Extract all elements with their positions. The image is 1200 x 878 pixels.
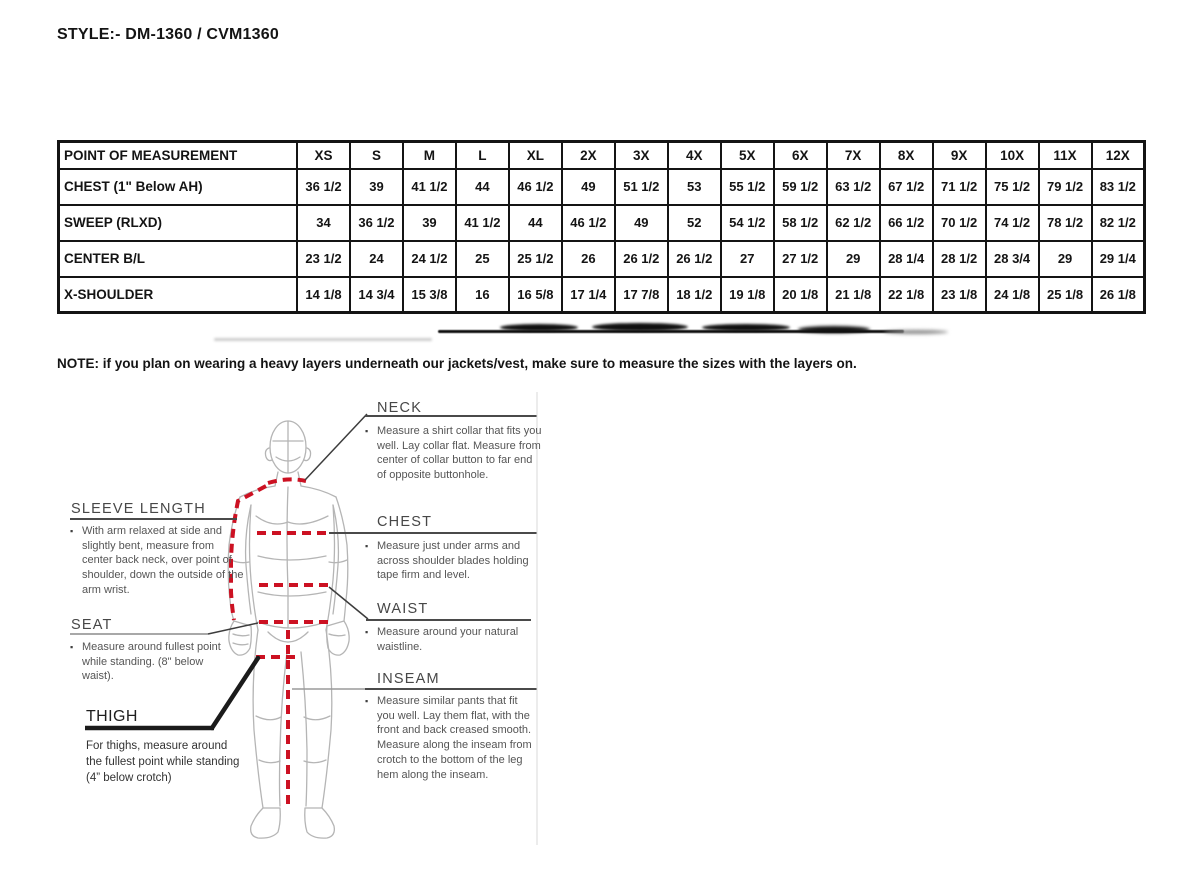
- size-value-cell: 54 1/2: [721, 205, 774, 241]
- size-value-cell: 19 1/8: [721, 277, 774, 313]
- sleeve-length-description: [69, 524, 245, 598]
- size-value-cell: 22 1/8: [880, 277, 933, 313]
- size-value-cell: 26 1/8: [1092, 277, 1145, 313]
- inseam-description: [364, 694, 537, 782]
- column-header: 7X: [827, 142, 880, 169]
- waist-heading: WAIST: [377, 601, 429, 617]
- neck-heading: NECK: [377, 400, 423, 416]
- column-header: 12X: [1092, 142, 1145, 169]
- size-value-cell: 34: [297, 205, 350, 241]
- column-header: 3X: [615, 142, 668, 169]
- size-value-cell: 24 1/2: [403, 241, 456, 277]
- column-header: XS: [297, 142, 350, 169]
- size-value-cell: 23 1/2: [297, 241, 350, 277]
- thigh-description: [86, 738, 244, 786]
- column-header: 10X: [986, 142, 1039, 169]
- thigh-heading: THIGH: [86, 708, 138, 725]
- column-header-point-of-measurement: POINT OF MEASUREMENT: [59, 142, 298, 169]
- size-value-cell: 44: [456, 169, 509, 205]
- column-header: 4X: [668, 142, 721, 169]
- seat-description-text: Measure around fullest point while standing. (8" below waist).: [82, 641, 221, 683]
- size-value-cell: 15 3/8: [403, 277, 456, 313]
- inseam-heading: INSEAM: [377, 671, 440, 687]
- size-value-cell: 26: [562, 241, 615, 277]
- size-value-cell: 71 1/2: [933, 169, 986, 205]
- table-row: [59, 205, 1145, 241]
- size-value-cell: 79 1/2: [1039, 169, 1092, 205]
- size-value-cell: 21 1/8: [827, 277, 880, 313]
- style-title: STYLE:- DM-1360 / CVM1360: [57, 26, 279, 43]
- size-table-head: [59, 142, 1145, 169]
- scan-artifact-smudge: [214, 338, 432, 341]
- size-value-cell: 27 1/2: [774, 241, 827, 277]
- size-value-cell: 24 1/8: [986, 277, 1039, 313]
- size-value-cell: 20 1/8: [774, 277, 827, 313]
- column-header: S: [350, 142, 403, 169]
- row-label: SWEEP (RLXD): [59, 205, 298, 241]
- column-header: 11X: [1039, 142, 1092, 169]
- column-header: 9X: [933, 142, 986, 169]
- size-value-cell: 25 1/8: [1039, 277, 1092, 313]
- size-value-cell: 39: [403, 205, 456, 241]
- size-value-cell: 49: [615, 205, 668, 241]
- size-value-cell: 28 1/4: [880, 241, 933, 277]
- size-value-cell: 29 1/4: [1092, 241, 1145, 277]
- size-value-cell: 24: [350, 241, 403, 277]
- size-value-cell: 41 1/2: [456, 205, 509, 241]
- column-header: 2X: [562, 142, 615, 169]
- bullet-icon: [365, 424, 368, 439]
- size-table: [57, 140, 1146, 314]
- bullet-icon: [365, 539, 368, 554]
- size-value-cell: 27: [721, 241, 774, 277]
- size-value-cell: 28 1/2: [933, 241, 986, 277]
- size-value-cell: 78 1/2: [1039, 205, 1092, 241]
- size-value-cell: 58 1/2: [774, 205, 827, 241]
- size-value-cell: 18 1/2: [668, 277, 721, 313]
- size-value-cell: 74 1/2: [986, 205, 1039, 241]
- column-header: 6X: [774, 142, 827, 169]
- size-value-cell: 36 1/2: [297, 169, 350, 205]
- size-value-cell: 49: [562, 169, 615, 205]
- column-header: 5X: [721, 142, 774, 169]
- column-header: XL: [509, 142, 562, 169]
- sleeve-length-heading: SLEEVE LENGTH: [71, 501, 206, 517]
- sleeve-length-description-text: With arm relaxed at side and slightly bent, measure from center back neck, over point of shoulder, down the outside of the arm wrist.: [82, 525, 244, 596]
- neck-dash-line: [268, 479, 306, 483]
- size-value-cell: 17 7/8: [615, 277, 668, 313]
- row-label: CENTER B/L: [59, 241, 298, 277]
- size-value-cell: 26 1/2: [615, 241, 668, 277]
- bullet-icon: [70, 524, 73, 539]
- size-value-cell: 41 1/2: [403, 169, 456, 205]
- body-figure-icon: [228, 421, 349, 838]
- size-value-cell: 29: [827, 241, 880, 277]
- scan-artifact-smudge: [702, 324, 790, 331]
- bullet-icon: [365, 625, 368, 640]
- column-header: M: [403, 142, 456, 169]
- note-text: NOTE: if you plan on wearing a heavy layers underneath our jackets/vest, make sure to measure the sizes with the layers on.: [57, 356, 857, 371]
- size-value-cell: 51 1/2: [615, 169, 668, 205]
- row-label: CHEST (1" Below AH): [59, 169, 298, 205]
- size-value-cell: 55 1/2: [721, 169, 774, 205]
- size-value-cell: 23 1/8: [933, 277, 986, 313]
- scan-artifact-smudge: [592, 323, 688, 331]
- seat-description: [69, 640, 234, 684]
- size-value-cell: 63 1/2: [827, 169, 880, 205]
- thigh-description-text: For thighs, measure around the fullest point while standing (4” below crotch): [86, 740, 240, 785]
- inseam-description-text: Measure similar pants that fit you well. Lay them flat, with the front and back creased smooth. Measure along the inseam from crotch to the bottom of the leg hem along the inseam.: [377, 695, 532, 781]
- size-value-cell: 16: [456, 277, 509, 313]
- neck-description: [364, 424, 542, 483]
- seat-heading: SEAT: [71, 617, 113, 633]
- size-value-cell: 14 3/4: [350, 277, 403, 313]
- size-value-cell: 46 1/2: [562, 205, 615, 241]
- table-row: [59, 277, 1145, 313]
- measurement-dash-lines: [231, 479, 329, 806]
- column-header: L: [456, 142, 509, 169]
- scan-artifact-smudge: [884, 330, 948, 334]
- bullet-icon: [70, 640, 73, 655]
- size-value-cell: 14 1/8: [297, 277, 350, 313]
- size-value-cell: 36 1/2: [350, 205, 403, 241]
- size-value-cell: 67 1/2: [880, 169, 933, 205]
- size-value-cell: 70 1/2: [933, 205, 986, 241]
- column-header: 8X: [880, 142, 933, 169]
- size-value-cell: 52: [668, 205, 721, 241]
- chest-description: [364, 539, 540, 583]
- size-value-cell: 82 1/2: [1092, 205, 1145, 241]
- size-value-cell: 46 1/2: [509, 169, 562, 205]
- size-value-cell: 83 1/2: [1092, 169, 1145, 205]
- size-value-cell: 66 1/2: [880, 205, 933, 241]
- table-row: [59, 169, 1145, 205]
- waist-description-text: Measure around your natural waistline.: [377, 626, 519, 653]
- scan-artifact-smudge: [798, 326, 870, 333]
- size-value-cell: 26 1/2: [668, 241, 721, 277]
- bullet-icon: [365, 694, 368, 709]
- table-row: [59, 241, 1145, 277]
- size-value-cell: 16 5/8: [509, 277, 562, 313]
- neck-description-text: Measure a shirt collar that fits you well. Lay collar flat. Measure from center of collar button to far end of opposite buttonhole.: [377, 425, 542, 482]
- size-value-cell: 25 1/2: [509, 241, 562, 277]
- size-value-cell: 29: [1039, 241, 1092, 277]
- waist-description: [364, 625, 537, 654]
- size-table-header-row: [59, 142, 1145, 169]
- size-value-cell: 28 3/4: [986, 241, 1039, 277]
- scan-artifact-smudge: [500, 324, 578, 331]
- size-value-cell: 53: [668, 169, 721, 205]
- size-value-cell: 62 1/2: [827, 205, 880, 241]
- size-value-cell: 75 1/2: [986, 169, 1039, 205]
- size-table-body: [59, 169, 1145, 313]
- size-value-cell: 25: [456, 241, 509, 277]
- chest-heading: CHEST: [377, 514, 433, 530]
- size-value-cell: 59 1/2: [774, 169, 827, 205]
- size-value-cell: 17 1/4: [562, 277, 615, 313]
- row-label: X-SHOULDER: [59, 277, 298, 313]
- size-value-cell: 39: [350, 169, 403, 205]
- chest-description-text: Measure just under arms and across shoulder blades holding tape firm and level.: [377, 540, 529, 582]
- size-value-cell: 44: [509, 205, 562, 241]
